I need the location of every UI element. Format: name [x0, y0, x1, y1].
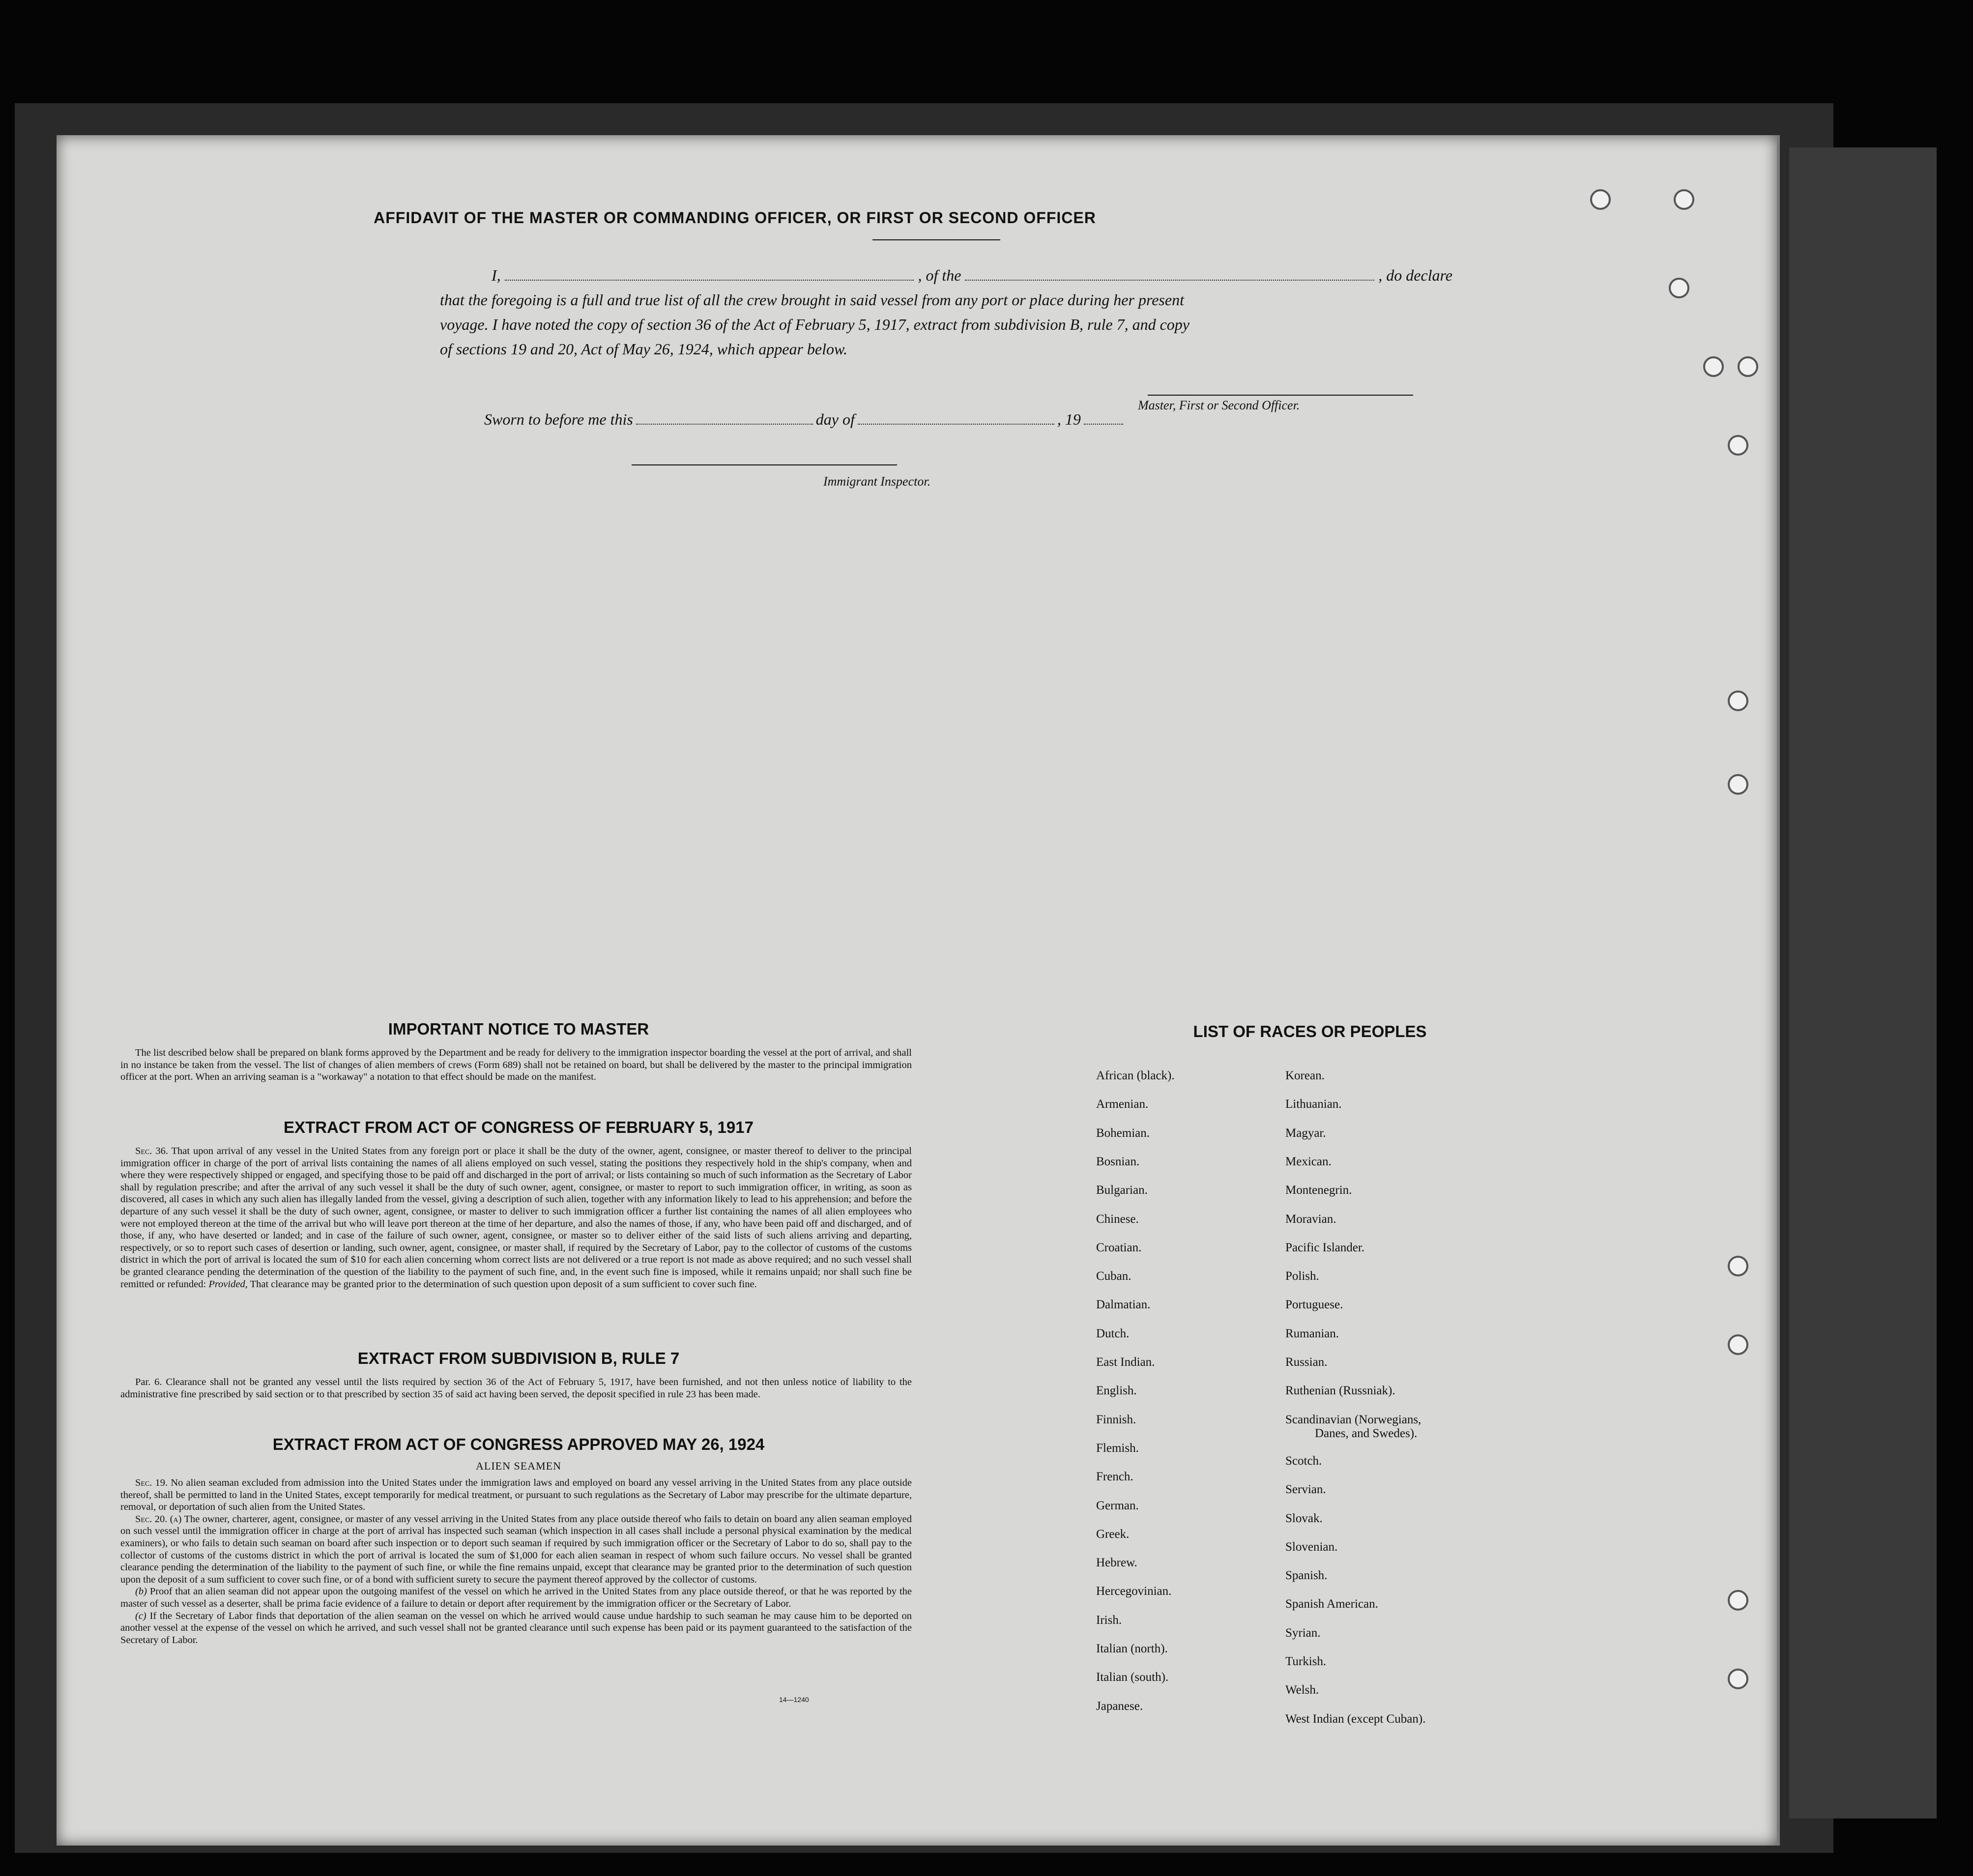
binder-hole: [1728, 1590, 1748, 1611]
race-item: Chinese.: [1096, 1212, 1139, 1226]
race-item: Slovak.: [1285, 1511, 1323, 1525]
race-item: Moravian.: [1285, 1212, 1336, 1226]
document-page: [57, 135, 1780, 1846]
affidavit-line-1: [440, 263, 1452, 288]
race-item: Greek.: [1096, 1527, 1130, 1541]
underlying-manifest-strip: [1789, 147, 1937, 1818]
extract-1917-body: [120, 1145, 912, 1290]
race-item: Lithuanian.: [1285, 1097, 1342, 1111]
alien-seamen-subtitle: ALIEN SEAMEN: [476, 1460, 561, 1472]
race-item: Portuguese.: [1285, 1298, 1343, 1312]
race-item: Scandinavian (Norwegians,: [1285, 1413, 1422, 1426]
race-item: Italian (south).: [1096, 1671, 1169, 1684]
race-item: Rumanian.: [1285, 1327, 1339, 1340]
binder-hole: [1728, 435, 1748, 456]
inspector-caption: Immigrant Inspector.: [823, 474, 931, 489]
extract-rule7-title: EXTRACT FROM SUBDIVISION B, RULE 7: [357, 1349, 680, 1367]
race-item: Servian.: [1285, 1483, 1326, 1497]
race-item: English.: [1096, 1384, 1137, 1398]
binder-hole: [1728, 691, 1748, 711]
binder-hole: [1728, 1669, 1748, 1689]
title-underline: [872, 239, 1000, 240]
race-item: Bosnian.: [1096, 1154, 1140, 1168]
provided-label: Provided,: [208, 1278, 248, 1290]
race-item: Dalmatian.: [1096, 1298, 1151, 1312]
notice-title: IMPORTANT NOTICE TO MASTER: [388, 1020, 649, 1038]
race-item: Japanese.: [1096, 1699, 1143, 1713]
race-item: German.: [1096, 1499, 1139, 1512]
race-item-continuation: Danes, and Swedes).: [1315, 1426, 1418, 1440]
race-item: Spanish American.: [1285, 1597, 1378, 1611]
affidavit-line-2: that the foregoing is a full and true list of all the crew brought in said vessel from any port or place during her present: [440, 291, 1184, 309]
binder-hole: [1590, 189, 1611, 210]
binder-hole: [1728, 1256, 1748, 1276]
extract-1924-body: [120, 1477, 912, 1646]
affidavit-text: [440, 263, 1452, 361]
sworn-day-blank[interactable]: [636, 419, 813, 425]
race-item: Montenegrin.: [1285, 1183, 1352, 1197]
race-item: Welsh.: [1285, 1683, 1319, 1697]
race-item: Slovenian.: [1285, 1540, 1338, 1554]
sec20c-text: If the Secretary of Labor finds that deportation of the alien seaman on the vessel on which he arrived would cause undue hardship to such seaman he may cause him to be deported on another vessel at the expense of the vessel on which he arrived, and such vessel shall not be granted clearance until such expense has been paid or its payment guaranteed to the satisfaction of the Secretary of Labor.: [120, 1610, 912, 1645]
sec20b-label: (b): [135, 1586, 147, 1597]
races-title: LIST OF RACES OR PEOPLES: [1193, 1022, 1427, 1040]
sec20a-text: The owner, charterer, agent, consignee, or master of any vessel arriving in the United States from any place outside thereof who fails to detain on board any alien seaman employed on such vessel until the immigration officer in charge at the port of arrival has inspected such seaman (which inspection in all cases shall include a personal physical examination by the medical examiners), or who fails to detain such seaman on board after such inspection or to deport such seaman if required by such immigration officer or the Secretary of Labor to do so, shall pay to the collector of customs of the customs district in which the port of arrival is located the sum of $1,000 for each alien seaman in respect of whom such failure occurs. No vessel shall be granted clearance pending the determination of the liability to the payment of such fine, or while the fine remains unpaid, except that clearance may be granted prior to the determination of such question upon the deposit of a sum sufficient to cover such fine, or of a bond with sufficient surety to secure the payment thereof approved by the collector of customs.: [120, 1513, 912, 1585]
race-item: Ruthenian (Russniak).: [1285, 1384, 1395, 1398]
sec19-label: Sec. 19.: [135, 1477, 168, 1488]
vessel-blank[interactable]: [965, 275, 1374, 281]
race-item: Irish.: [1096, 1613, 1122, 1627]
race-item: African (black).: [1096, 1069, 1175, 1082]
race-item: Bulgarian.: [1096, 1183, 1148, 1197]
binder-hole: [1728, 774, 1748, 795]
race-item: Russian.: [1285, 1356, 1328, 1369]
binder-hole: [1669, 278, 1689, 298]
extract-rule7-body: [120, 1376, 912, 1400]
sec20c-label: (c): [135, 1610, 146, 1621]
form-number: 14—1240: [779, 1696, 809, 1703]
binder-hole: [1738, 356, 1758, 377]
race-item: Polish.: [1285, 1270, 1319, 1283]
master-caption: Master, First or Second Officer.: [1138, 398, 1300, 412]
race-item: Hebrew.: [1096, 1556, 1137, 1570]
race-item: Hercegovinian.: [1096, 1585, 1172, 1598]
extract-1924-title: EXTRACT FROM ACT OF CONGRESS APPROVED MAY 26, 1924: [272, 1435, 765, 1453]
year-prefix: , 19: [1057, 410, 1081, 428]
provided-text: That clearance may be granted prior to the determination of such question upon deposit of a sum sufficient to cover such fine.: [250, 1278, 757, 1290]
race-item: Scotch.: [1285, 1454, 1322, 1468]
affidavit-title: AFFIDAVIT OF THE MASTER OR COMMANDING OFFICER, OR FIRST OR SECOND OFFICER: [374, 209, 1096, 227]
race-item: Armenian.: [1096, 1097, 1149, 1111]
sec36-text: That upon arrival of any vessel in the United States from any foreign port or place it shall be the duty of the owner, agent, consignee, or master thereof to deliver to the principal immigration officer in charge of the port of arrival lists containing the names of all aliens employed on such vessel, stating the positions they respectively hold in the ship's company, when and where they were respectively shipped or engaged, and specifying those to be paid off and discharged in the port of arrival; or lists containing so much of such information as the Secretary of Labor shall by regulation prescribe; and after the arrival of any such vessel it shall be the duty of such owner, agent, consignee, or master to report to such immigration officer, in writing, as soon as discovered, all cases in which any such alien has illegally landed from the vessel, giving a description of such alien, together with any information likely to lead to his apprehension; and before the departure of any such vessel it shall be the duty of such owner, agent, consignee, or master to deliver to such immigration officer a further list containing the names of all alien employees who were not employed thereon at the time of the arrival but who will leave port thereon at the time of her departure, and also the names of those, if any, who have been paid off and discharged, and of those, if any, who have deserted or landed; and in case of the failure of such owner, agent, consignee, or master so to deliver either of the said lists of such aliens arriving and departing, respectively, or so to report such cases of desertion or landing, such owner, agent, consignee, or master shall, if required by the Secretary of Labor, pay to the collector of customs of the customs district in which the port of arrival is located the sum of $10 for each alien concerning whom correct lists are not delivered or a true report is not made as above required; and no such vessel shall be granted clearance pending the determination of the question of the liability to the payment of such fine, and, in the event such fine is imposed, while it remains unpaid; nor shall such fine be remitted or refunded:: [120, 1146, 912, 1290]
race-item: French.: [1096, 1470, 1133, 1484]
race-item: Bohemian.: [1096, 1126, 1150, 1140]
race-item: Finnish.: [1096, 1413, 1136, 1426]
race-item: Mexican.: [1285, 1154, 1332, 1168]
notice-text: The list described below shall be prepared on blank forms approved by the Department and be ready for delivery to the immigration inspector boarding the vessel at the port of arrival, and shall in no instance be taken from the vessel. The list of changes of alien members of crews (Form 689) shall not be retained on board, but shall be delivered by the master to the principal immigration officer at the port. When an arriving seaman is a "workaway" a notation to that effect should be made on the manifest.: [120, 1047, 912, 1083]
extract-1917-title: EXTRACT FROM ACT OF CONGRESS OF FEBRUARY 5, 1917: [284, 1118, 754, 1136]
affidavit-line-3: voyage. I have noted the copy of section 36 of the Act of February 5, 1917, extract from subdivision B, rule 7, and copy: [440, 316, 1190, 333]
binder-hole: [1703, 356, 1724, 377]
affidavit-line-4: of sections 19 and 20, Act of May 26, 1924, which appear below.: [440, 340, 847, 358]
sec19-text: No alien seaman excluded from admission into the United States under the immigration laws and employed on board any vessel arriving in the United States from any place outside thereof, shall be permitted to land in the United States, except temporarily for medical treatment, or pursuant to such regulations as the Secretary of Labor may prescribe for the ultimate departure, removal, or deportation of such alien from the United States.: [120, 1477, 912, 1513]
race-item: Cuban.: [1096, 1270, 1132, 1283]
race-item: Korean.: [1285, 1069, 1325, 1082]
notice-body: [120, 1047, 912, 1083]
day-of-label: day of: [815, 410, 855, 428]
master-signature-line[interactable]: [1148, 395, 1413, 396]
sec36-label: Sec. 36.: [135, 1146, 168, 1156]
i-label: I,: [492, 266, 501, 284]
sec20a-label: Sec. 20. (a): [135, 1513, 182, 1525]
race-item: Pacific Islander.: [1285, 1241, 1365, 1254]
do-declare-label: , do declare: [1378, 266, 1452, 284]
of-the-label: , of the: [918, 266, 961, 284]
race-item: Turkish.: [1285, 1655, 1327, 1668]
sworn-line: [484, 410, 1126, 429]
race-item: Dutch.: [1096, 1327, 1130, 1340]
sworn-prefix: Sworn to before me this: [484, 410, 633, 428]
rule7-text: Par. 6. Clearance shall not be granted any vessel until the lists required by section 36 of the Act of February 5, 1917, have been furnished, and not then unless notice of liability to the administrative fine prescribed by said section or to that prescribed by section 35 of said act having been served, the deposit specified in rule 23 has been made.: [120, 1377, 912, 1400]
race-item: Croatian.: [1096, 1241, 1142, 1254]
binder-hole: [1728, 1334, 1748, 1355]
race-item: Flemish.: [1096, 1441, 1139, 1455]
race-item: East Indian.: [1096, 1356, 1155, 1369]
binder-hole: [1674, 189, 1694, 210]
sec20b-text: Proof that an alien seaman did not appear upon the outgoing manifest of the vessel on which he arrived in the United States from any place outside thereof, or that he was reported by the master of such vessel as a deserter, shall be prima facie evidence of a failure to detain or deport after requirement by the immigration officer or the Secretary of Labor.: [120, 1586, 912, 1609]
name-blank[interactable]: [505, 275, 914, 281]
race-item: Italian (north).: [1096, 1642, 1168, 1655]
race-item: Syrian.: [1285, 1626, 1321, 1640]
sworn-month-blank[interactable]: [858, 419, 1054, 425]
inspector-signature-line[interactable]: [632, 464, 897, 465]
sworn-year-blank[interactable]: [1084, 419, 1123, 425]
race-item: West Indian (except Cuban).: [1285, 1712, 1426, 1726]
race-item: Spanish.: [1285, 1569, 1328, 1583]
race-item: Magyar.: [1285, 1126, 1326, 1140]
